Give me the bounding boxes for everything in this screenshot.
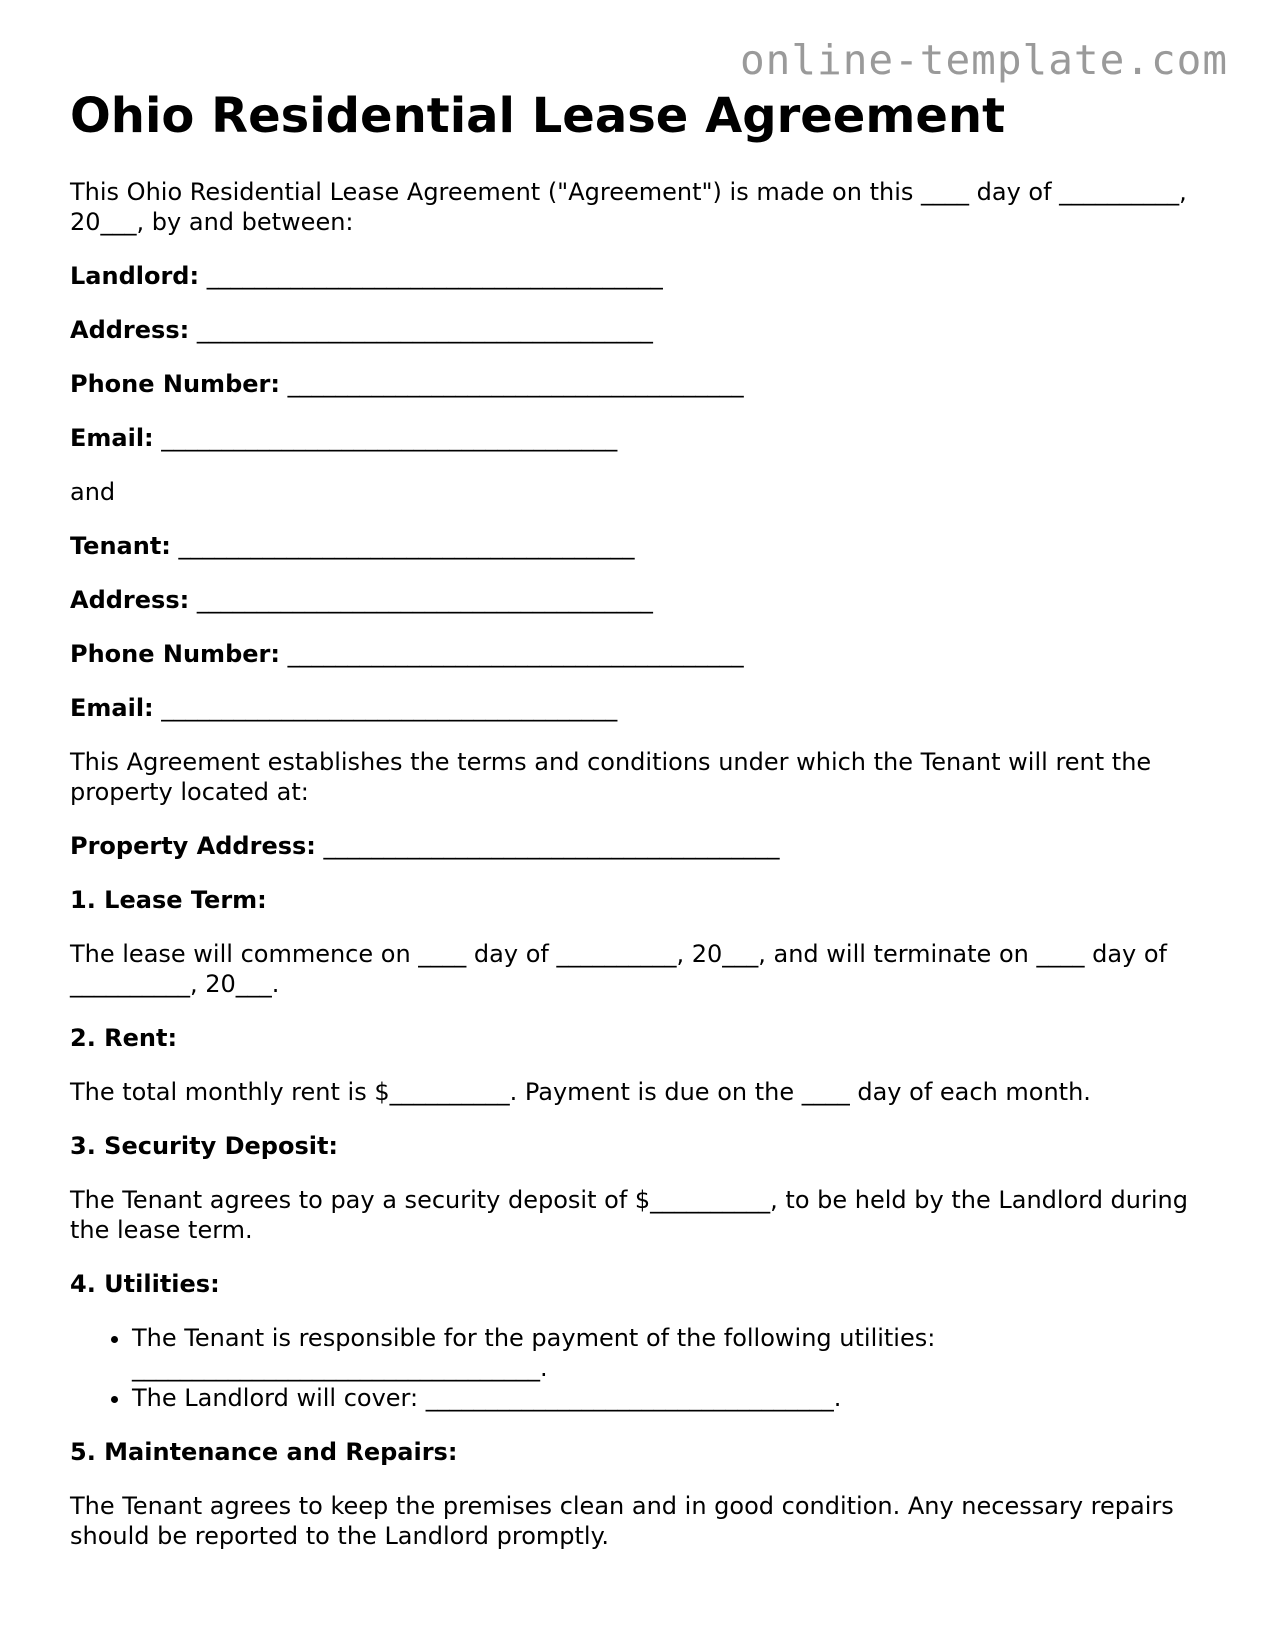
- landlord-phone-field: [70, 369, 1200, 399]
- property-address-label: Property Address:: [70, 831, 316, 860]
- establishes-paragraph: This Agreement establishes the terms and conditions under which the Tenant will rent the property located at:: [70, 747, 1152, 806]
- landlord-name-label: Landlord:: [70, 261, 200, 290]
- landlord-phone-blank: ______________________________________: [287, 369, 744, 398]
- lease-term-heading: 1. Lease Term:: [70, 885, 267, 914]
- tenant-email-field: [70, 693, 1200, 723]
- tenant-phone-label: Phone Number:: [70, 639, 280, 668]
- tenant-email-blank: ______________________________________: [161, 693, 618, 722]
- lease-term-text: The lease will commence on ____ day of __________, 20___, and will terminate on ____ day of __________, 20___.: [70, 939, 1168, 998]
- maintenance-text: The Tenant agrees to keep the premises clean and in good condition. Any necessary repairs should be reported to the Landlord promptly.: [70, 1491, 1174, 1550]
- utilities-list: [70, 1323, 1200, 1413]
- utilities-heading: 4. Utilities:: [70, 1269, 220, 1298]
- tenant-name-field: [70, 531, 1200, 561]
- document-title: Ohio Residential Lease Agreement: [70, 88, 1006, 144]
- landlord-email-blank: ______________________________________: [161, 423, 618, 452]
- tenant-email-label: Email:: [70, 693, 154, 722]
- landlord-name-blank: ______________________________________: [206, 261, 663, 290]
- landlord-email-field: [70, 423, 1200, 453]
- landlord-address-label: Address:: [70, 315, 190, 344]
- document-page: [70, 90, 1200, 1575]
- tenant-address-label: Address:: [70, 585, 190, 614]
- rent-text: The total monthly rent is $__________. Payment is due on the ____ day of each month.: [70, 1077, 1091, 1106]
- utilities-list-item: • The Landlord will cover: __________________________________.: [132, 1383, 1200, 1413]
- tenant-address-blank: ______________________________________: [196, 585, 653, 614]
- landlord-address-blank: ______________________________________: [196, 315, 653, 344]
- utilities-list-item: • The Tenant is responsible for the payment of the following utilities: __________________________________.: [132, 1323, 1200, 1383]
- landlord-email-label: Email:: [70, 423, 154, 452]
- tenant-name-blank: ______________________________________: [178, 531, 635, 560]
- security-deposit-heading: 3. Security Deposit:: [70, 1131, 339, 1160]
- watermark: online-template.com: [740, 36, 1228, 84]
- property-address-field: [70, 831, 1200, 861]
- tenant-address-field: [70, 585, 1200, 615]
- maintenance-heading: 5. Maintenance and Repairs:: [70, 1437, 458, 1466]
- tenant-phone-field: [70, 639, 1200, 669]
- security-deposit-text: The Tenant agrees to pay a security deposit of $__________, to be held by the Landlord during the lease term.: [70, 1185, 1188, 1244]
- landlord-address-field: [70, 315, 1200, 345]
- landlord-phone-label: Phone Number:: [70, 369, 280, 398]
- and-text: and: [70, 477, 116, 506]
- intro-paragraph: This Ohio Residential Lease Agreement ("Agreement") is made on this ____ day of __________, 20___, by and between:: [70, 177, 1187, 236]
- tenant-phone-blank: ______________________________________: [287, 639, 744, 668]
- rent-heading: 2. Rent:: [70, 1023, 178, 1052]
- landlord-name-field: [70, 261, 1200, 291]
- property-address-blank: ______________________________________: [323, 831, 780, 860]
- tenant-name-label: Tenant:: [70, 531, 171, 560]
